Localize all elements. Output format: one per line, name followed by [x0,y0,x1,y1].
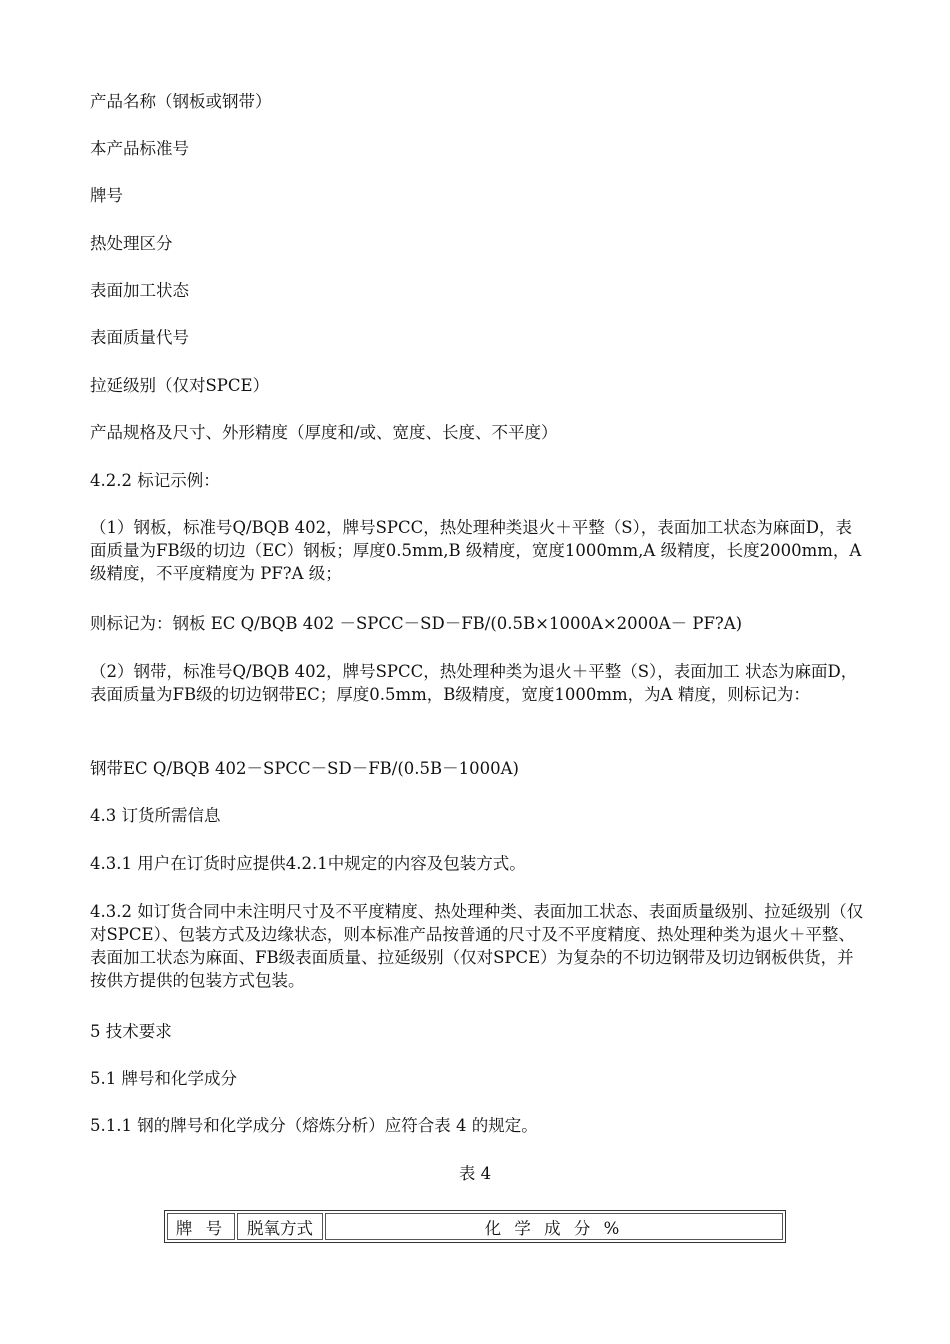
paragraph-4-3-2: 4.3.2 如订货合同中未注明尺寸及不平度精度、热处理种类、表面加工状态、表面质量级别、拉延级别（仅对SPCE）、包装方式及边缘状态，则本标准产品按普通的尺寸及不平度精度、热处理种类为退火＋平整、表面加工状态为麻面、FB级表面质量、拉延级别（仅对SPCE）为复杂的不切边钢带及切边钢板供货，并按供方提供的包装方式包装。 [90,902,864,990]
paragraph-product-name: 产品名称（钢板或钢带） [90,92,272,111]
header-deoxidation: 脱氧方式 [237,1213,323,1240]
paragraph-marking-2: 钢带EC Q/BQB 402－SPCC－SD－FB/(0.5B－1000A) [90,759,519,778]
section-heading-5-1: 5.1 牌号和化学成分 [90,1069,237,1088]
table-header-row [167,1213,783,1240]
header-grade: 牌 号 [167,1213,235,1240]
paragraph-drawing-grade: 拉延级别（仅对SPCE） [90,376,270,395]
paragraph-5-1-1: 5.1.1 钢的牌号和化学成分（熔炼分析）应符合表 4 的规定。 [90,1116,538,1135]
paragraph-grade: 牌号 [90,186,123,205]
section-heading-5: 5 技术要求 [90,1022,172,1041]
table-4 [164,1210,786,1243]
table-caption: 表 4 [458,1164,492,1183]
section-heading-4-2-2: 4.2.2 标记示例： [90,471,220,490]
header-chemical-composition: 化 学 成 分 % [325,1213,783,1240]
paragraph-heat-treatment: 热处理区分 [90,234,173,253]
section-heading-4-3: 4.3 订货所需信息 [90,806,221,825]
paragraph-example-1: （1）钢板，标准号Q/BQB 402，牌号SPCC，热处理种类退火＋平整（S），表面加工状态为麻面D，表面质量为FB级的切边（EC）钢板；厚度0.5mm,B 级精度，宽度1000mm,A 级精度，长度2000mm，A级精度，不平度精度为 PF?A 级； [90,518,862,583]
paragraph-dimensions: 产品规格及尺寸、外形精度（厚度和/或、宽度、长度、不平度） [90,423,558,442]
paragraph-4-3-1: 4.3.1 用户在订货时应提供4.2.1中规定的内容及包装方式。 [90,854,526,873]
paragraph-marking-1: 则标记为：钢板 EC Q/BQB 402 －SPCC－SD－FB/(0.5B×1000A×2000A－ PF?A) [90,614,743,633]
paragraph-surface-quality: 表面质量代号 [90,328,189,347]
paragraph-standard-number: 本产品标准号 [90,139,189,158]
paragraph-example-2: （2）钢带，标准号Q/BQB 402，牌号SPCC，热处理种类为退火＋平整（S），表面加工 状态为麻面D，表面质量为FB级的切边钢带EC；厚度0.5mm，B级精度，宽度1000mm，为A 精度，则标记为： [90,662,858,704]
paragraph-surface-finish: 表面加工状态 [90,281,189,300]
